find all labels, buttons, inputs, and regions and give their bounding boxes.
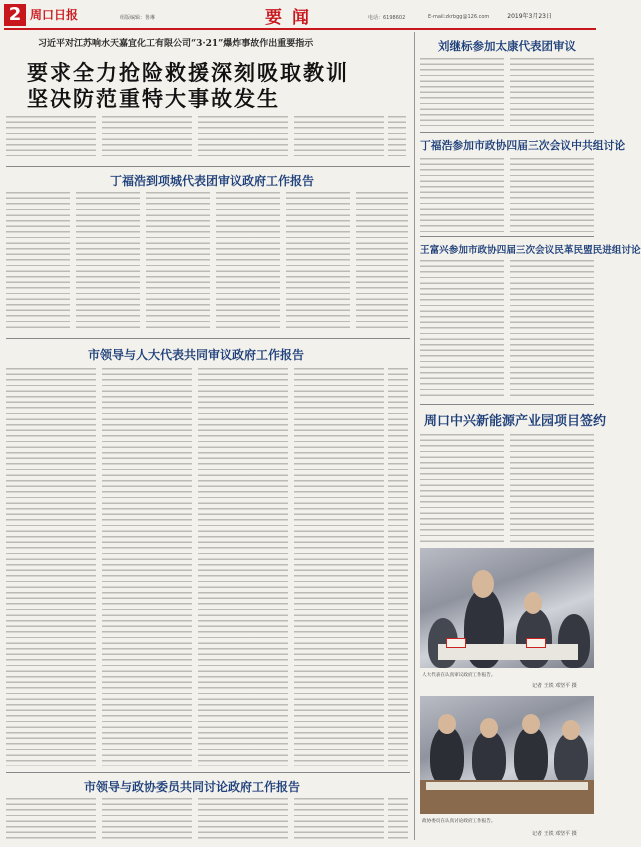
right-text-col-2 bbox=[510, 58, 594, 126]
paper-name: 周口日报 bbox=[30, 8, 79, 22]
story-headline: 市领导与人大代表共同审议政府工作报告 bbox=[88, 348, 305, 362]
right-story-headline: 丁福浩参加市政协四届三次会议中共组讨论 bbox=[420, 139, 626, 152]
story-text-col-5 bbox=[388, 798, 408, 842]
section-title: 要闻 bbox=[265, 8, 319, 28]
right-text-col-1 bbox=[420, 260, 504, 400]
divider bbox=[6, 166, 410, 167]
right-text-col-2 bbox=[510, 434, 594, 542]
issue-date: 2019年3月23日 bbox=[507, 13, 552, 20]
column-divider bbox=[414, 32, 415, 840]
divider bbox=[420, 404, 594, 405]
photo-caption: 政协委员在认真讨论政府工作报告。 bbox=[422, 819, 496, 824]
news-photo bbox=[420, 696, 594, 814]
divider bbox=[6, 338, 410, 339]
right-text-col-2 bbox=[510, 158, 594, 232]
story-text-col-1 bbox=[6, 192, 70, 332]
masthead-rule bbox=[4, 28, 596, 30]
lead-headline-1: 要求全力抢险救援深刻吸取教训 bbox=[27, 60, 349, 85]
story-text-col-3 bbox=[198, 798, 288, 842]
right-story-headline: 周口中兴新能源产业园项目签约 bbox=[424, 414, 607, 429]
phone-line: 电话：6198602 bbox=[368, 15, 406, 21]
story-text-col-6 bbox=[356, 192, 408, 332]
story-text-col-1 bbox=[6, 798, 96, 842]
lead-text-col-4 bbox=[294, 116, 384, 156]
photo-caption: 人大代表在认真审议政府工作报告。 bbox=[422, 673, 496, 678]
news-photo bbox=[420, 548, 594, 668]
lead-kicker: 习近平对江苏响水天嘉宜化工有限公司“3·21”爆炸事故作出重要指示 bbox=[38, 39, 314, 49]
story-text-col-3 bbox=[146, 192, 210, 332]
right-text-col-1 bbox=[420, 158, 504, 232]
right-text-col-1 bbox=[420, 434, 504, 542]
right-story-headline: 刘继标参加太康代表团审议 bbox=[438, 39, 576, 53]
right-text-col-2 bbox=[510, 260, 594, 400]
story-text-col-5 bbox=[286, 192, 350, 332]
story-text-col-4 bbox=[216, 192, 280, 332]
story-headline: 丁福浩到项城代表团审议政府工作报告 bbox=[110, 174, 315, 188]
lead-text-col-1 bbox=[6, 116, 96, 156]
story-text-col-4 bbox=[294, 368, 384, 766]
photo-credit: 记者 王铁 邓坚平 摄 bbox=[532, 683, 577, 689]
photo-credit: 记者 王铁 邓坚平 摄 bbox=[532, 831, 577, 837]
story-text-col-2 bbox=[102, 798, 192, 842]
story-text-col-2 bbox=[102, 368, 192, 766]
page-number: 2 bbox=[4, 4, 26, 26]
editor-line: 组版编辑：鲁琳 bbox=[120, 15, 156, 21]
divider bbox=[420, 236, 594, 237]
lead-text-col-3 bbox=[198, 116, 288, 156]
divider bbox=[420, 132, 594, 133]
story-headline: 市领导与政协委员共同讨论政府工作报告 bbox=[84, 780, 301, 794]
lead-headline-2: 坚决防范重特大事故发生 bbox=[27, 86, 280, 111]
story-text-col-3 bbox=[198, 368, 288, 766]
story-text-col-1 bbox=[6, 368, 96, 766]
lead-text-col-5 bbox=[388, 116, 406, 156]
story-text-col-5 bbox=[388, 368, 408, 766]
story-text-col-2 bbox=[76, 192, 140, 332]
email-line: E-mail:zkrbgg@126.com bbox=[428, 14, 490, 20]
divider bbox=[6, 772, 410, 773]
right-story-headline: 王富兴参加市政协四届三次会议民革民盟民进组讨论 bbox=[420, 245, 641, 256]
right-text-col-1 bbox=[420, 58, 504, 126]
lead-text-col-2 bbox=[102, 116, 192, 156]
story-text-col-4 bbox=[294, 798, 384, 842]
